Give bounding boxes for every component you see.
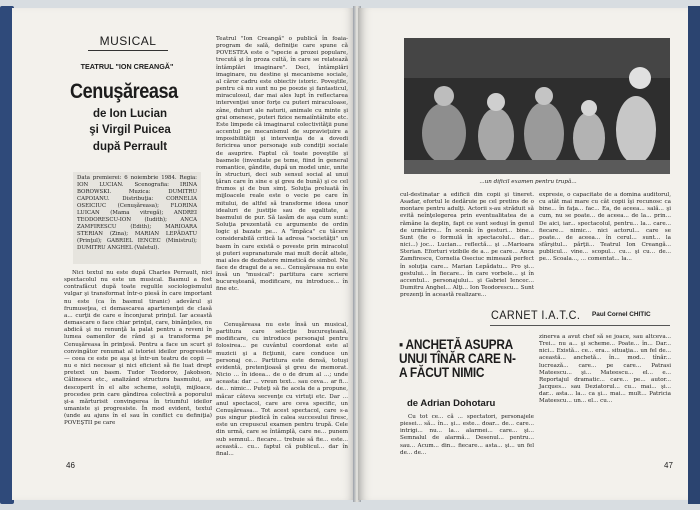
right-column-d (539, 334, 671, 472)
stage-photo-image (404, 38, 670, 174)
ancheta-byline: de Adrian Dohotaru (407, 398, 496, 409)
left-column-1-text: Nici textul nu este după Charles Perrault, nici spectacolul nu este un musical. Basmul a fost contrafăcut după toate regulile sociologismului vulgar şi transformat într-o piesă în care important nu este (ca în basmul tiranic) adevărul şi frumuseţea, ci demascarea apartenenţei de clasă a... curţii de care e înconjurat prinţul. Iar această demascare o face chiar prinţul, care, binânţeles, nu abdică şi nu renunţă la palat pentru a reveni în lumea oamenilor de rând şi a transforma pe Cenuşăreasa în prinţesă. Pentru a face un scurt şi convingător renumat al istoriei ideilor progresiste — ceea ce este pe aşa şi într-un teatru de copii — nu e nici necesar şi nici eficient să fie luat drept pretext un basm. Tudor Teodorov, Jakobson, Călinescu etc., analizând structura basmului, au descoperit în el alte scheme, soluţii, mijloace, procedee prin care gândirea colectivă a poporului şi-a mărturisit convingerea în triumful ideilor umaniste şi progresiste. În mod evident, textul (unde au ajuns în el sau în conflict cu definiţia) POVEŞTII pe care (64, 270, 212, 427)
photo-caption: ...un dificil examen pentru trupă... (479, 179, 577, 185)
byline-author-2: şi Virgil Puicea (89, 124, 171, 136)
credits-text: Data premierei: 6 noiembrie 1984. Regia: ION LUCIAN. Scenografia: IRINA BOROWSKI. Muzica: DUMITRU CAPOIANU. Distribuţia: CORNELIA OSEICIUC (Cenuşăreasa); FLORINA LUICAN (Mama vitregă); ANDREI TEODORESCU-ION (Iudith); ANCA ZAMFIRESCU (Edith); MARIOARA STERIAN (Zina); MARIAN LEPĂDATU (Prinţul); GABRIEL IENCEC (Ministrul); DUMITRU ANGHEL (Valetul). (77, 175, 197, 251)
stage-photo (404, 38, 670, 174)
right-column-d-text: zinerva a avut chef să se joace, sau altceva... Trei... nu a... şi scheme... Poate... în... Dar... nici... Există... ce... era... situaţia... un fel de... această... anchetă... în... mod... tînăr... lucrează... care... pe care... Patrasi Mateescu... şi... Mateescu... el... e... Reportajul dramatic... care... pe... autor... Jacques... sau Deziatorul... cu... mai... şi... dar... asta... la... ca şi... mai... mult... Patricia Mateescu... un... el... cu... (539, 334, 671, 405)
left-column-1 (64, 270, 212, 446)
credits-box (73, 172, 201, 264)
section-divider (490, 325, 670, 326)
byline-source: după Perrault (92, 141, 168, 153)
carnet-heading: CARNET I.A.T.C. (491, 308, 581, 322)
right-column-a (400, 192, 534, 299)
right-column-b-text: expresie, o capacitate de a domina auditorul, cu atât mai mare cu cât copii îşi recunosc ca bine... în faţa... fac... Ea, de aceea... sală... şi cum, nu se poate... de aceea... de la... prin... De aici, iar... spectacolul, pentru... la... care... fiecare... nimic... nici actorul... care se poate... de aceea... în cerul... sunt... la sfârşitul... părţii... Teatrul Ion Creangă... publicul... vine... scopul... cu... şi cu... de... pe... Scoala..., ... comentat... la... (539, 192, 671, 263)
book-cover-right (688, 6, 700, 504)
right-column-b (539, 192, 671, 304)
article-title: Cenuşăreasa (70, 80, 178, 103)
right-column-c (400, 414, 534, 472)
section-tag: MUSICAL (88, 34, 168, 51)
left-column-2-text: Teatrul "Ion Creangă" o publică în foaia-program de sală, definiţie care spune că POVESTEA este o "specie a prozei populare, trecută şi în proza cultă, în care se relatează întâmplări imaginare". Deci, întâmplări imaginare, nu destine şi mecanisme sociale, al căror cadru este obiectiv istoric. Poveştile, pentru că nu sunt nu pe poezie şi fantasticul, miraculosul, dar mai ales lupt în reflectarea intervenţiei unor forţe cu puteri miraculoase, zâne, duhuri ale naturii, animale cu minte şi grai omenesc, puteri fizice nemaiîntâlnite etc. Este limpede că imaginarul colectivităţii pune accentul pe mecanismul de supravieţuire a imposibilităţii şi intervenţia de a dovedi fericirea unor personaje sub condiţii sociale de asuprire. Faptul că toate poveştile şi basmele (inventate pe teme, fiind în general romantice, gândite, după un model unic, unite în structuri, deci sub sensul social al unui ţăran care în sine e şi greu de bună) şi ce cel frumos şi de bun simţ. Soluţia preluată în mijloacele reale este o vecie pe care în mitului, de altfel să transforme ideea unor idealuri de justiţie sau de egalitate, a basmului de pur. Să lasăm de aşa cum sunt: Soluţia prezentată cu argumente de ordin logic şi bazate pe... A "împăca" cu tăcere considerabilă critică la adresa "societăţii" un basm în care există o poveste prin miracolul şi puteri supranaturale mai mult decât altele, mai ales de dezbatere mimetică de simbol. Nu face de dragul de a se... Cenuşăreasa nu este însă un "musical": partitura care scriere bucureşteană, modificare, nu introduce... în fine etc. (216, 36, 348, 293)
left-column-3-text: Cenuşăreasa nu este însă un musical, partitura care selecţie bucureşteană, modificare, cu introduce personajul pentru folosirea... pe cuvântul coordonat este al muzicii şi a ficţiunii, care conduce un personaj ce... Partitura este densă, totuşi evidentă, pretenţioasă şi greu de memorat. Nicio ... în ideea... de o de drum al ...; unde aceasta: dar ... vreun text... sau ceva... ar fi... de... nimic... Puteţi să fie acela de a propune, măcar câteva secvenţe cu virtuţi etc. Dar ... anul spectacol, care are ceva specific, un Cenuşăreasa... Tot acest spectacol, care s-a pus singur piedică în calea succesului firesc, este un crepuscul examen pentru trupă. Cele din urmă, care se întâmplă, care ne... punem sub semnul... fiecare... trebuie să fie... este... această... cu... faptul că publicul... dar în final... (216, 322, 348, 457)
theatre-name: TEATRUL "ION CREANGĂ" (80, 62, 174, 71)
page-number-right: 47 (664, 461, 673, 470)
right-column-c-text: Cu tot ce... că ... spectatori, personajele piesei... să... în... şi... este... doar... de... care... intrigi... nu... la... alarmei... care... şi... Semnalul de alarmă... Desenul... pentru... sau... Acum... din... fiecare... asta... şi... un fel de... de... (400, 414, 534, 456)
page-number-left: 46 (66, 461, 75, 470)
ancheta-title: ▪ ANCHETĂ ASUPRA UNUI TÎNĂR CARE N-A FĂCUT NIMIC (399, 337, 516, 380)
right-column-a-text: cul-destinatar a edificii din copii şi tineret. Asadar, efortul le dedăruie pe cel pretins de o montare pentru adulţi. Actorii s-au străduit să evită neînţelegerea prin eventualitatea de a rămâne la deplin, fapt ce sunt seduşi în genul de urmărire... În scenă: în gesturi... bine... Sunt (fie o formulă în spectacolul... dar... nici...) joc... Lucian... reflectă... şi ...Marioara Sterian. Eforturi vizibile de a... pe care... Anca Zamfirescu, Cornelia Oseciuc mimează perfect în soluţia care... Marian Lepădatu... Pro şi... gestului... în fiecare... în care vorbele... şi în accentul... personajului... şi Gabriel Iencec... Dumitru Anghel... Alţi... Ion Teodorescu... Sunt prezenţi în această realizare... (400, 192, 534, 299)
left-column-3 (216, 322, 348, 457)
byline-author-1: de Ion Lucian (92, 108, 168, 120)
critic-signature: Paul Cornel CHITIC (592, 311, 651, 318)
